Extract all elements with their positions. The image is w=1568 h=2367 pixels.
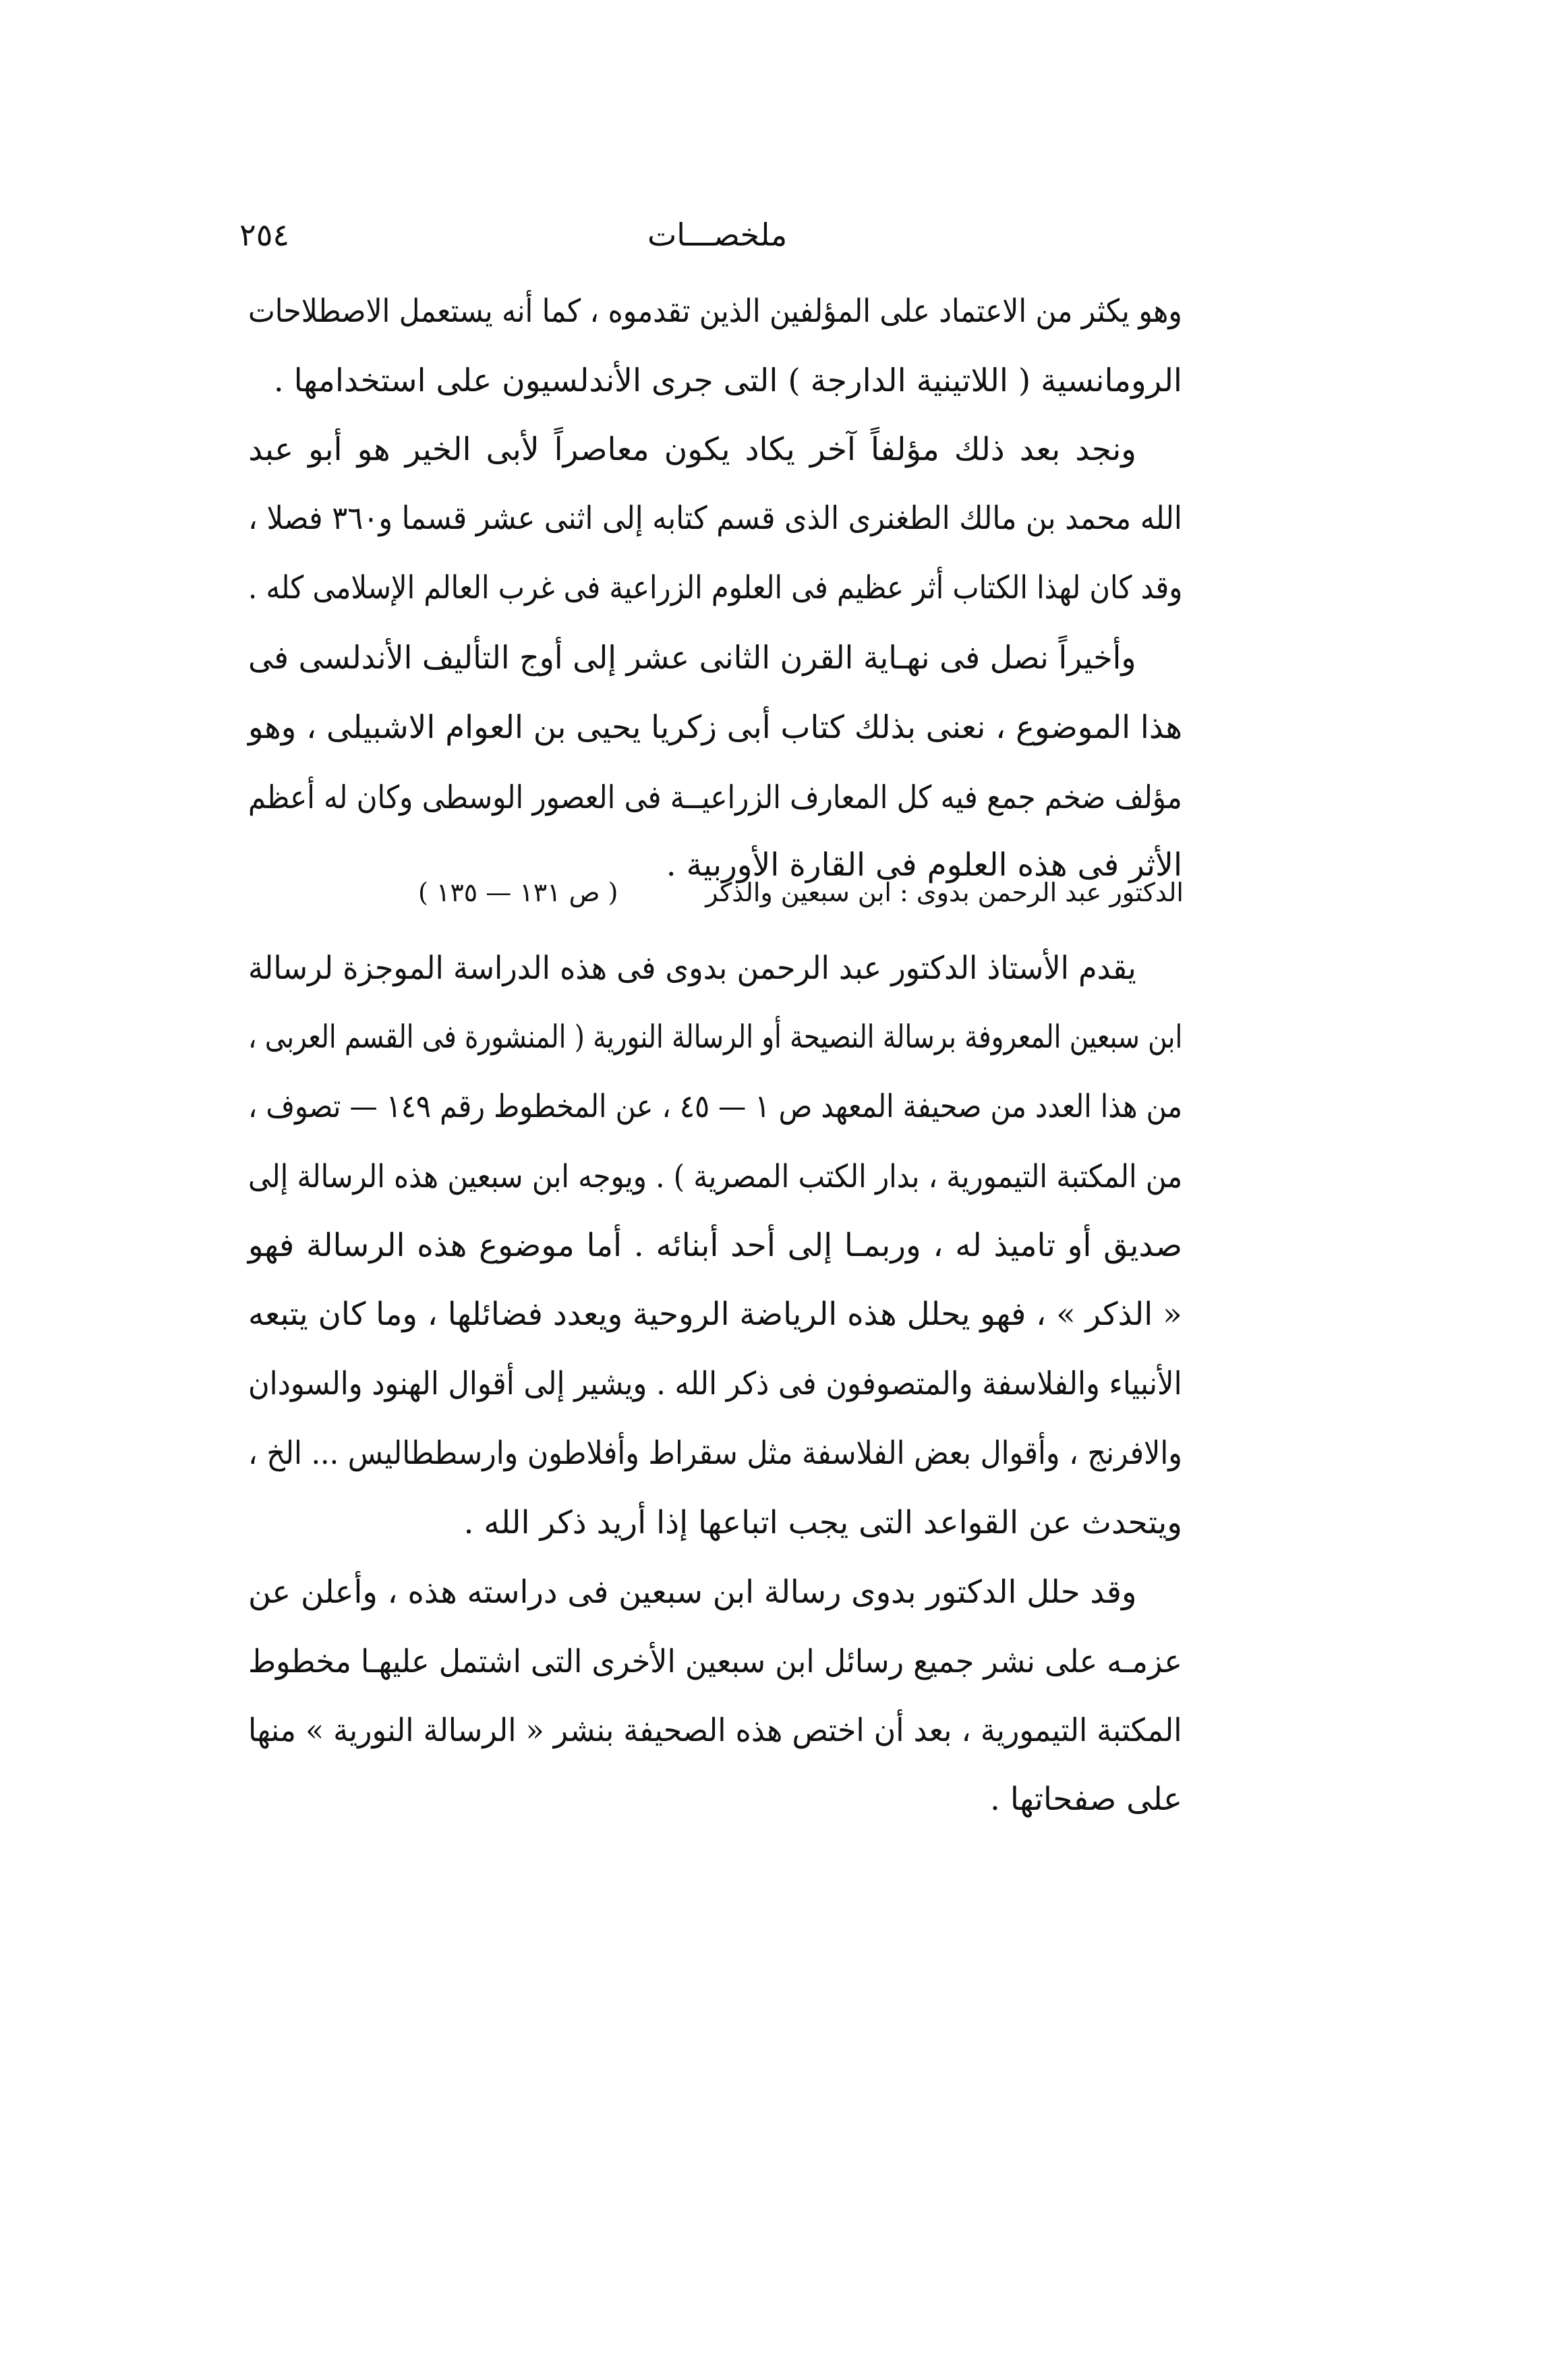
para1-line-9: الأثر فى هذه العلوم فى القارة الأوربية . [666,847,1182,884]
article-author-title: الدكتور عبد الرحمن بدوى : ابن سبعين والذكر [705,878,1184,907]
para2-line-7: الأنبياء والفلاسفة والمتصوفون فى ذكر الله . ويشير إلى أقوال الهنود والسودان [248,1365,1182,1402]
para2-line-3: من هذا العدد من صحيفة المعهد ص ١ — ٤٥ ، عن المخطوط رقم ١٤٩ — تصوف ، [248,1088,1182,1125]
para1-line-5: وقد كان لهذا الكتاب أثر عظيم فى العلوم الزراعية فى غرب العالم الإسلامى كله . [248,569,1182,606]
para2-line-11: عزمـه على نشر جميع رسائل ابن سبعين الأخرى التى اشتمل عليهـا مخطوط [248,1643,1182,1680]
article-page-range: ( ص ١٣١ — ١٣٥ ) [418,878,618,907]
para1-line-8: مؤلف ضخم جمع فيه كل المعارف الزراعيــة فى العصور الوسطى وكان له أعظم [248,779,1182,816]
para2-line-1: يقدم الأستاذ الدكتور عبد الرحمن بدوى فى هذه الدراسة الموجزة لرسالة [248,950,1136,987]
para1-line-6: وأخيراً نصل فى نهـاية القرن الثانى عشر إلى أوج التأليف الأندلسى فى [248,639,1136,677]
para2-line-13: على صفحاتها . [989,1781,1182,1818]
para2-line-10: وقد حلل الدكتور بدوى رسالة ابن سبعين فى دراسته هذه ، وأعلن عن [248,1574,1136,1611]
para1-line-4: الله محمد بن مالك الطغنرى الذى قسم كتابه إلى اثنى عشر قسما و٣٦٠ فصلا ، [248,500,1182,537]
running-title: ملخصـــات [647,217,788,253]
para2-line-2: ابن سبعين المعروفة برسالة النصيحة أو الرسالة النورية ( المنشورة فى القسم العربى ، [248,1019,1182,1056]
para2-line-4: من المكتبة التيمورية ، بدار الكتب المصرية ) . ويوجه ابن سبعين هذه الرسالة إلى [248,1158,1182,1195]
para2-line-6: « الذكر » ، فهو يحلل هذه الرياضة الروحية ويعدد فضائلها ، وما كان يتبعه [248,1296,1182,1333]
para2-line-5: صديق أو تاميذ له ، وربمـا إلى أحد أبنائه . أما موضوع هذه الرسالة فهو [248,1227,1182,1264]
para1-line-2: الرومانسية ( اللاتينية الدارجة ) التى جرى الأندلسيون على استخدامها . [273,362,1182,399]
para1-line-1: وهو يكثر من الاعتماد على المؤلفين الذين تقدموه ، كما أنه يستعمل الاصطلاحات [248,293,1182,330]
para1-line-7: هذا الموضوع ، نعنى بذلك كتاب أبى زكريا يحيى بن العوام الاشبيلى ، وهو [248,709,1182,746]
para2-line-12: المكتبة التيمورية ، بعد أن اختص هذه الصحيفة بنشر « الرسالة النورية » منها [248,1712,1182,1749]
para1-line-3: ونجد بعد ذلك مؤلفاً آخر يكاد يكون معاصراً لأبى الخير هو أبو عبد [248,431,1136,468]
para2-line-8: والافرنج ، وأقوال بعض الفلاسفة مثل سقراط وأفلاطون وارسططاليس ... الخ ، [248,1435,1182,1472]
para2-line-9: ويتحدث عن القواعد التى يجب اتباعها إذا أريد ذكر الله . [463,1504,1182,1541]
page-number: ٢٥٤ [239,217,290,253]
